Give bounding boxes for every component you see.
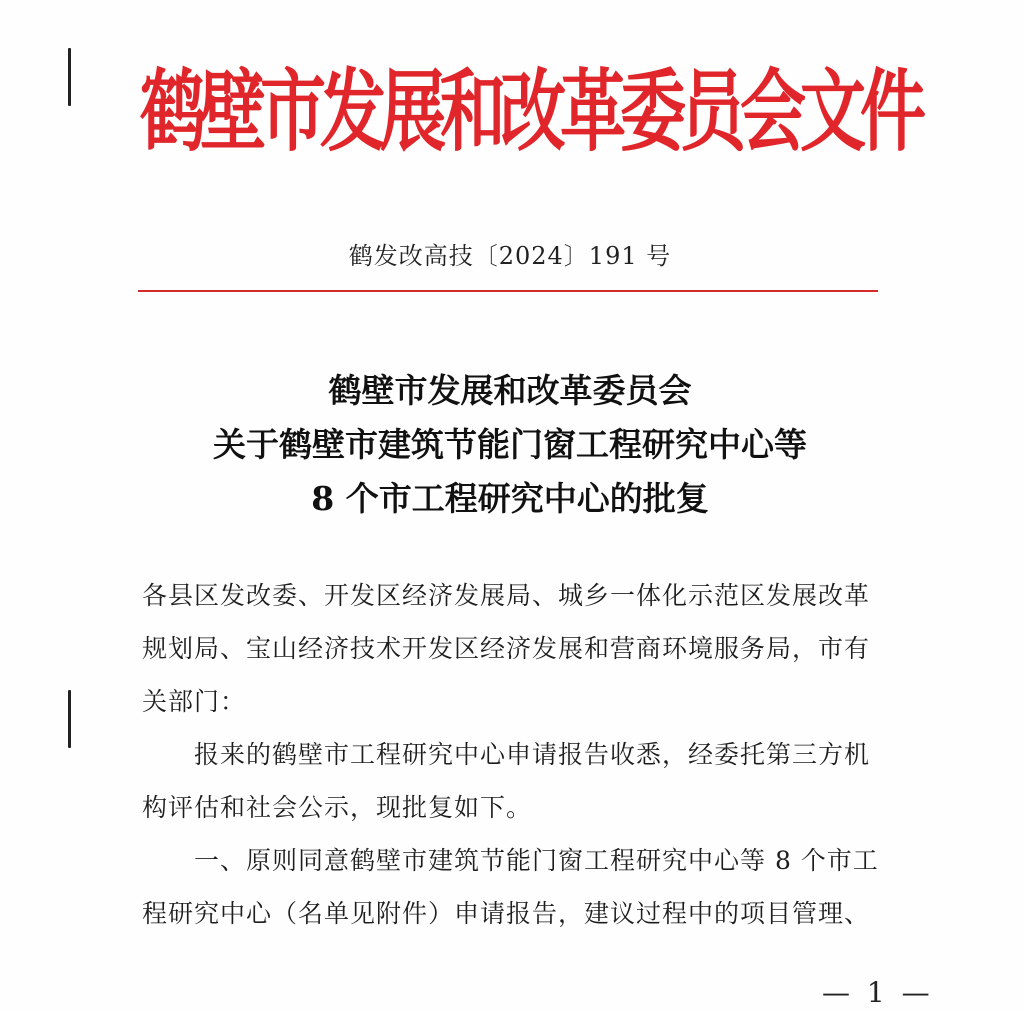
- red-divider-rule: [138, 290, 878, 292]
- page-number: — 1 —: [822, 976, 934, 1009]
- addressee-block: [142, 569, 887, 728]
- paragraph-1-line-2: 构评估和社会公示，现批复如下。: [142, 793, 533, 822]
- addressee-line-1: 各县区发改委、开发区经济发展局、城乡一体化示范区发展改革: [142, 581, 871, 610]
- binding-mark-top: [68, 48, 71, 106]
- subject-line-2: 关于鹤壁市建筑节能门窗工程研究中心等: [213, 425, 807, 464]
- paragraph-1-line-1: 报来的鹤壁市工程研究中心申请报告收悉，经委托第三方机: [142, 740, 871, 769]
- addressee-line-3: 关部门：: [142, 687, 247, 716]
- document-subject: [130, 364, 890, 526]
- binding-mark-bottom: [68, 690, 71, 748]
- paragraph-2: [142, 834, 887, 940]
- document-number: 鹤发改高技〔2024〕191 号: [348, 242, 672, 270]
- paragraph-1: [142, 728, 887, 834]
- paragraph-2-line-2: 程研究中心（名单见附件）申请报告，建议过程中的项目管理、: [142, 899, 871, 928]
- subject-line-1: 鹤壁市发展和改革委员会: [328, 371, 692, 410]
- paragraph-2-line-1: 一、原则同意鹤壁市建筑节能门窗工程研究中心等 8 个市工: [142, 846, 879, 875]
- subject-line-3: 8 个市工程研究中心的批复: [311, 479, 709, 518]
- addressee-line-2: 规划局、宝山经济技术开发区经济发展和营商环境服务局，市有: [142, 634, 871, 663]
- document-header-title: 鹤壁市发展和改革委员会文件: [140, 60, 920, 165]
